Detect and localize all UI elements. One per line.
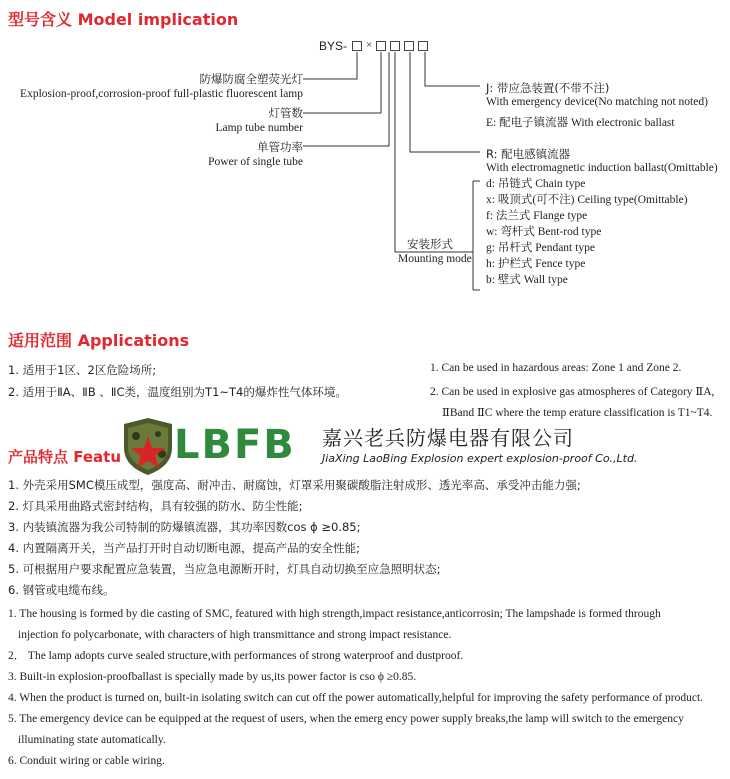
feature-en-line: injection fo polycarbonate, with characters of high transmittance and strong impact resistance. [18,629,452,641]
model-item-power-cn: 单管功率 [257,140,303,154]
model-mount-cn: 安装形式 [407,237,453,251]
logo-emblem [122,418,174,476]
feature-en-line: illuminating state automatically. [18,734,166,746]
feature-en-line: 6. Conduit wiring or cable wiring. [8,755,165,767]
mount-type-item: h: 护栏式 Fence type [486,258,586,270]
mount-type-item: g: 吊杆式 Pendant type [486,242,595,254]
company-logo [122,416,682,478]
features-section-title: 产品特点 Featu [8,448,122,466]
model-code-prefix: BYS- [319,39,348,53]
model-mount-list [486,176,688,288]
logo-company-en: JiaXing LaoBing Explosion expert explosion-proof Co.,Ltd. [322,452,638,465]
feature-cn-item: 1. 外壳采用SMC模压成型，强度高、耐冲击、耐腐蚀，灯罩采用聚碳酸脂注射成形、透光率高、承受冲击能力强; [8,478,581,492]
feature-en-line: 4. When the product is turned on, built-in isolating switch can cut off the power automatically,helpful for improving the safety performance of product. [8,692,704,704]
model-item-electronic-ballast: E: 配电子镇流器 With electronic ballast [486,117,675,129]
mount-type-item: d: 吊链式 Chain type [486,178,586,190]
applications-cn-line: 2. 适用于ⅡA、ⅡB 、ⅡC类，温度组别为T1~T4的爆炸性气体环境。 [8,385,347,399]
model-item-tube-number-en: Lamp tube number [215,122,303,134]
feature-en-line: 2． The lamp adopts curve sealed structure,with performances of strong waterproof and dustproof. [8,650,464,662]
feature-en-line: 3. Built-in explosion-proofballast is specially made by us,its power factor is cso ϕ ≥0.85. [8,671,417,683]
feature-cn-item: 3. 内装镇流器为我公司特制的防爆镇流器，其功率因数cos ϕ ≥0.85; [8,520,361,534]
feature-en-line: 1. The housing is formed by die casting of SMC, featured with high strength,impact resistance,anticorrosin; The lampshade is formed through [8,608,661,620]
model-item-emergency-cn: J: 带应急装置(不带不注) [486,81,610,95]
mount-type-item: x: 吸顶式(可不注) Ceiling type(Omittable) [486,194,688,206]
applications-en-line: 2. Can be used in explosive gas atmospheres of Category ⅡA, [430,386,715,398]
model-code-times: × [366,39,373,51]
model-item-emergency-en: With emergency device(No matching not noted) [486,96,708,108]
logo-company-cn: 嘉兴老兵防爆电器有限公司 [322,426,574,450]
features-en-list [8,604,703,772]
feature-cn-item: 5. 可根据用户要求配置应急装置，当应急电源断开时，灯具自动切换至应急照明状态; [8,562,441,576]
applications-section-title: 适用范围 Applications [8,331,190,350]
model-item-tube-number-cn: 灯管数 [268,106,303,120]
applications-en-line: ⅡBand ⅡC where the temp erature classification is T1~T4. [442,407,713,419]
mount-type-item: f: 法兰式 Flange type [486,210,588,222]
model-item-power-en: Power of single tube [208,156,303,168]
applications-en-line: 1. Can be used in hazardous areas: Zone 1 and Zone 2. [430,362,682,374]
feature-cn-item: 4. 内置隔离开关，当产品打开时自动切断电源，提高产品的安全性能; [8,541,360,555]
model-item-induction-en: With electromagnetic induction ballast(Omittable) [486,162,718,174]
applications-cn-line: 1. 适用于1区、2区危险场所; [8,363,157,377]
model-section-title: 型号含义 Model implication [8,10,239,29]
mount-type-item: b: 壁式 Wall type [486,274,568,286]
model-item-induction-cn: R: 配电感镇流器 [486,147,571,161]
feature-cn-item: 6. 钢管或电缆布线。 [8,583,115,597]
model-item-lamp-type-en: Explosion-proof,corrosion-proof full-plastic fluorescent lamp [20,88,303,100]
mount-type-item: w: 弯杆式 Bent-rod type [486,226,602,238]
features-cn-list [8,475,581,601]
model-item-lamp-type-cn: 防爆防腐全塑荧光灯 [199,72,303,86]
feature-en-line: 5. The emergency device can be equipped at the request of users, when the emerg ency power supply breaks,the lamp will switch to the emergency [8,713,684,725]
model-mount-en: Mounting mode [398,253,472,265]
logo-mark-text: LBFB [174,422,296,468]
feature-cn-item: 2. 灯具采用曲路式密封结构，具有较强的防水、防尘性能; [8,499,303,513]
